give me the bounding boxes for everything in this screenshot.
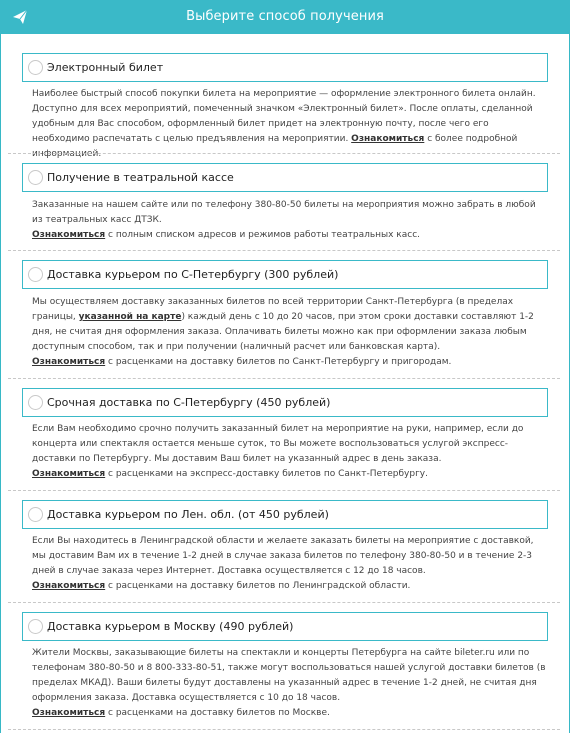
details-link[interactable]: Ознакомиться [32,469,106,479]
description-text: с более подробной информацией. [32,134,518,159]
panel-title: Выберите способ получения [186,9,384,24]
option-courier-moscow[interactable] [22,612,548,641]
option-label: Доставка курьером по Лен. обл. (от 450 рублей) [47,508,329,521]
divider [8,602,560,603]
divider [8,153,560,154]
description-text: Если Вы находитесь в Ленинградской области и желаете заказать билеты на мероприятие с доставкой, мы доставим Вам их в течение 1-2 дней в случае заказа билетов по телефону 380-80-50 и в течение 2-3 дней в случае заказа через Интернет. Доставка осуществляется с 12 до 18 часов. [32,536,534,576]
option-box-office[interactable] [22,163,548,192]
description-text: Жители Москвы, заказывающие билеты на спектакли и концерты Петербурга на сайте bileter.ru или по телефонам 380-80-50 и 8 800-333-80-51, также могут воспользоваться нашей услугой доставки билетов (в пределах МКАД). Ваши билеты будут доставлены на указанный адрес в течение 1-2 дней, не считая дня оформления заказа. Доставка осуществляется с 10 до 18 часов. [32,648,546,703]
details-link[interactable]: Ознакомиться [32,357,106,367]
details-link[interactable]: Ознакомиться [32,708,106,718]
details-link[interactable]: указанной на карте [78,312,182,322]
option-courier-region[interactable] [22,500,548,529]
divider [8,378,560,379]
panel-header [0,0,570,34]
option-courier-spb[interactable] [22,260,548,289]
divider [8,729,560,730]
radio-button[interactable] [28,60,43,75]
option-description [32,422,546,482]
option-label: Доставка курьером по С-Петербургу (300 рублей) [47,268,339,281]
details-link[interactable]: Ознакомиться [32,581,106,591]
description-text: Если Вам необходимо срочно получить заказанный билет на мероприятие на руки, например, если до концерта или спектакля остается меньше суток, то Вы можете воспользоваться услугой экспресс-доставки по Петербургу. Мы доставим Ваш билет на указанный адрес в день заказа. [32,424,524,464]
description-text: ) каждый день с 10 до 20 часов, при этом сроки доставки составляют 1-2 дня, не считая дня оформления заказа. Оплачивать билеты можно как при оформлении заказа любым доступным способом, так и при получении (наличный расчет или банковская карта). [32,312,534,352]
description-text: с расценками на доставку билетов по Ленинградской области. [105,581,411,591]
description-text: с полным списком адресов и режимов работы театральных касс. [105,230,421,240]
radio-button[interactable] [28,619,43,634]
option-description [32,295,546,370]
option-label: Срочная доставка по С-Петербургу (450 рублей) [47,396,331,409]
description-text: Мы осуществляем доставку заказанных билетов по всей территории Санкт-Петербурга (в пределах границы, [32,297,514,322]
option-description [32,198,546,243]
details-link[interactable]: Ознакомиться [32,230,106,240]
divider [8,250,560,251]
description-text: Наиболее быстрый способ покупки билета на мероприятие — оформление электронного билета онлайн. Доступно для всех мероприятий, помеченный значком «Электронный билет». После оплаты, сделанной удобным для Вас способом, оформленный билет придет на электронную почту, после чего его необходимо распечатать с целью предъявления на мероприятии. [32,89,536,144]
option-express-spb[interactable] [22,388,548,417]
radio-button[interactable] [28,170,43,185]
option-description [32,87,546,162]
option-label: Получение в театральной кассе [47,171,234,184]
divider [8,490,560,491]
radio-button[interactable] [28,507,43,522]
option-label: Электронный билет [47,61,164,74]
description-text: с расценками на доставку билетов по Москве. [105,708,330,718]
description-text: с расценками на доставку билетов по Санкт-Петербургу и пригородам. [105,357,452,367]
details-link[interactable]: Ознакомиться [351,134,425,144]
description-text: с расценками на экспресс-доставку билетов по Санкт-Петербургу. [105,469,428,479]
radio-button[interactable] [28,395,43,410]
radio-button[interactable] [28,267,43,282]
option-description [32,646,546,721]
description-text: Заказанные на нашем сайте или по телефону 380-80-50 билеты на мероприятия можно забрать в любой из театральных касс ДТЗК. [32,200,536,225]
option-description [32,534,546,594]
option-electronic-ticket[interactable] [22,53,548,82]
option-label: Доставка курьером в Москву (490 рублей) [47,620,294,633]
